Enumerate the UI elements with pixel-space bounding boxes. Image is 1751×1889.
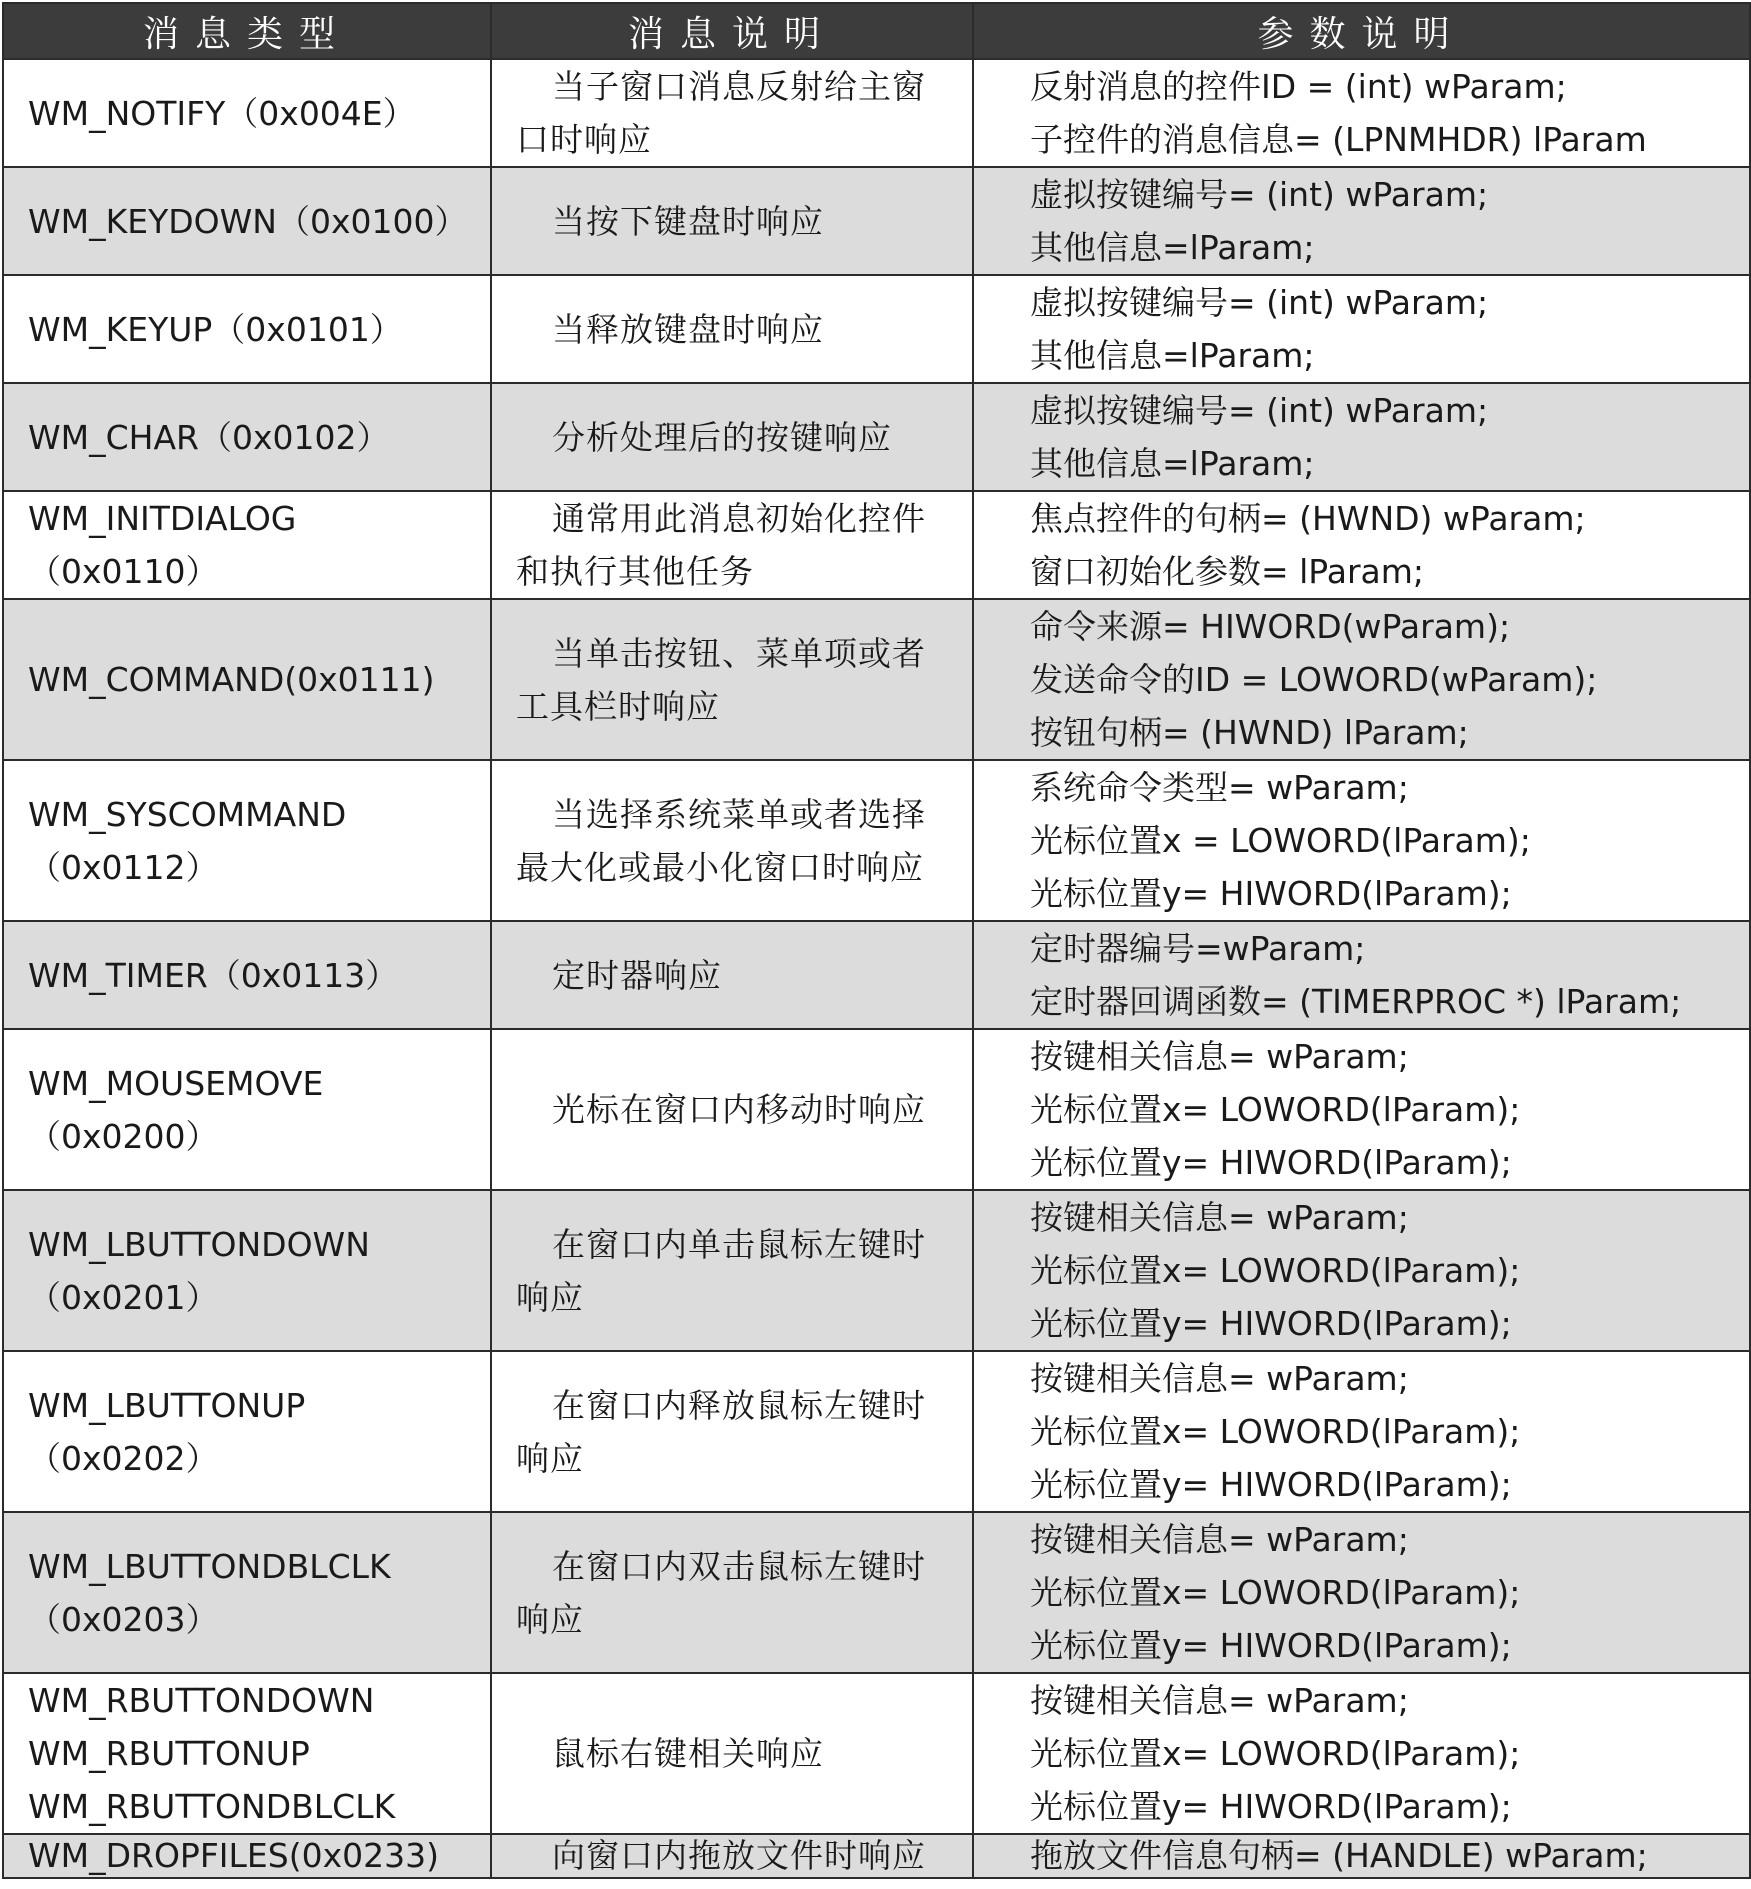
message-description-text: 在窗口内单击鼠标左键时响应 bbox=[516, 1224, 926, 1317]
parameter-description-cell bbox=[973, 275, 1750, 383]
message-type-text: WM_TIMER（0x0113） bbox=[28, 955, 399, 995]
table-body bbox=[3, 59, 1750, 1878]
parameter-line: 光标位置x= LOWORD(lParam); bbox=[1030, 1090, 1521, 1129]
message-type-cell bbox=[3, 1351, 491, 1512]
parameter-line: 拖放文件信息句柄= (HANDLE) wParam; bbox=[1030, 1836, 1648, 1875]
parameter-line: 按键相关信息= wParam; bbox=[1030, 1520, 1409, 1559]
message-type-text: WM_LBUTTONDBLCLK bbox=[28, 1546, 391, 1586]
message-type-cell bbox=[3, 921, 491, 1029]
parameter-description-cell bbox=[973, 167, 1750, 275]
message-description-cell bbox=[491, 1512, 973, 1673]
message-description-cell bbox=[491, 383, 973, 491]
parameter-description-cell bbox=[973, 1673, 1750, 1834]
message-description-cell bbox=[491, 1029, 973, 1190]
message-description-text: 当释放键盘时响应 bbox=[552, 309, 824, 349]
parameter-line: 命令来源= HIWORD(wParam); bbox=[1030, 607, 1511, 646]
parameter-line: 光标位置y= HIWORD(lParam); bbox=[1030, 1304, 1512, 1343]
parameter-line: 光标位置y= HIWORD(lParam); bbox=[1030, 1143, 1512, 1182]
parameter-line: 光标位置y= HIWORD(lParam); bbox=[1030, 1465, 1512, 1504]
message-description-text: 分析处理后的按键响应 bbox=[552, 417, 892, 457]
message-type-cell bbox=[3, 491, 491, 599]
message-description-cell bbox=[491, 167, 973, 275]
message-description-cell bbox=[491, 599, 973, 760]
parameter-line: 反射消息的控件ID = (int) wParam; bbox=[1030, 67, 1567, 106]
message-table bbox=[2, 2, 1751, 1879]
table-row bbox=[3, 275, 1750, 383]
message-description-cell bbox=[491, 1351, 973, 1512]
message-type-cell bbox=[3, 760, 491, 921]
parameter-line: 定时器编号=wParam; bbox=[1030, 929, 1366, 968]
message-description-text: 当按下键盘时响应 bbox=[552, 201, 824, 241]
parameter-line: 按钮句柄= (HWND) lParam; bbox=[1030, 713, 1469, 752]
message-type-text: WM_LBUTTONUP bbox=[28, 1385, 306, 1425]
parameter-line: 按键相关信息= wParam; bbox=[1030, 1359, 1409, 1398]
message-type-text: （0x0201） bbox=[28, 1277, 219, 1317]
parameter-line: 其他信息=lParam; bbox=[1030, 444, 1315, 483]
message-description-cell bbox=[491, 1190, 973, 1351]
parameter-line: 窗口初始化参数= lParam; bbox=[1030, 552, 1425, 591]
table-row bbox=[3, 1512, 1750, 1673]
message-description-text: 在窗口内释放鼠标左键时响应 bbox=[516, 1385, 926, 1478]
message-type-text: WM_MOUSEMOVE bbox=[28, 1063, 324, 1103]
parameter-description-cell bbox=[973, 599, 1750, 760]
parameter-line: 光标位置x = LOWORD(lParam); bbox=[1030, 821, 1531, 860]
table-row bbox=[3, 1029, 1750, 1190]
message-description-text: 光标在窗口内移动时响应 bbox=[552, 1090, 926, 1129]
message-type-text: WM_LBUTTONDOWN bbox=[28, 1224, 370, 1264]
message-type-text: WM_SYSCOMMAND bbox=[28, 794, 347, 834]
parameter-line: 焦点控件的句柄= (HWND) wParam; bbox=[1030, 499, 1586, 538]
message-description-cell bbox=[491, 1673, 973, 1834]
parameter-line: 光标位置y= HIWORD(lParam); bbox=[1030, 1626, 1512, 1665]
parameter-line: 子控件的消息信息= (LPNMHDR) lParam bbox=[1030, 120, 1647, 159]
message-description-cell bbox=[491, 760, 973, 921]
table-row bbox=[3, 491, 1750, 599]
message-type-cell bbox=[3, 1029, 491, 1190]
table-row bbox=[3, 1351, 1750, 1512]
message-type-text: WM_CHAR（0x0102） bbox=[28, 417, 390, 457]
table-header bbox=[3, 3, 1750, 59]
table-row bbox=[3, 1834, 1750, 1878]
message-description-cell bbox=[491, 275, 973, 383]
message-type-text: WM_NOTIFY（0x004E） bbox=[28, 93, 416, 133]
parameter-line: 发送命令的ID = LOWORD(wParam); bbox=[1030, 660, 1598, 699]
parameter-description-cell bbox=[973, 1351, 1750, 1512]
parameter-description-cell bbox=[973, 1834, 1750, 1878]
table-row bbox=[3, 1673, 1750, 1834]
message-description-cell bbox=[491, 1834, 973, 1878]
message-description-text: 鼠标右键相关响应 bbox=[552, 1734, 824, 1773]
parameter-line: 光标位置x= LOWORD(lParam); bbox=[1030, 1573, 1521, 1612]
table-row bbox=[3, 599, 1750, 760]
message-type-text: WM_KEYUP（0x0101） bbox=[28, 309, 403, 349]
message-description-text: 向窗口内拖放文件时响应 bbox=[552, 1836, 926, 1875]
message-type-cell bbox=[3, 1190, 491, 1351]
message-description-text: 在窗口内双击鼠标左键时响应 bbox=[516, 1546, 926, 1639]
message-description-text: 通常用此消息初始化控件和执行其他任务 bbox=[516, 499, 926, 591]
parameter-description-cell bbox=[973, 1029, 1750, 1190]
parameter-line: 按键相关信息= wParam; bbox=[1030, 1198, 1409, 1237]
message-type-text: （0x0110） bbox=[28, 552, 219, 591]
parameter-line: 虚拟按键编号= (int) wParam; bbox=[1030, 175, 1489, 214]
message-description-text: 当选择系统菜单或者选择最大化或最小化窗口时响应 bbox=[516, 794, 926, 887]
parameter-line: 光标位置x= LOWORD(lParam); bbox=[1030, 1412, 1521, 1451]
message-type-cell bbox=[3, 275, 491, 383]
parameter-description-cell bbox=[973, 1190, 1750, 1351]
parameter-line: 光标位置y= HIWORD(lParam); bbox=[1030, 1787, 1512, 1826]
parameter-description-cell bbox=[973, 383, 1750, 491]
parameter-description-cell bbox=[973, 491, 1750, 599]
parameter-description-cell bbox=[973, 1512, 1750, 1673]
parameter-description-cell bbox=[973, 59, 1750, 167]
message-type-text: （0x0203） bbox=[28, 1599, 219, 1639]
message-type-cell bbox=[3, 383, 491, 491]
table-row bbox=[3, 167, 1750, 275]
table-row bbox=[3, 1190, 1750, 1351]
message-type-text: WM_INITDIALOG bbox=[28, 499, 297, 538]
parameter-line: 按键相关信息= wParam; bbox=[1030, 1681, 1409, 1720]
message-type-text: WM_RBUTTONUP bbox=[28, 1734, 310, 1773]
message-type-text: WM_COMMAND(0x0111) bbox=[28, 660, 435, 699]
message-type-text: （0x0202） bbox=[28, 1438, 219, 1478]
parameter-line: 光标位置x= LOWORD(lParam); bbox=[1030, 1251, 1521, 1290]
message-type-text: （0x0112） bbox=[28, 847, 219, 887]
parameter-line: 光标位置y= HIWORD(lParam); bbox=[1030, 874, 1512, 913]
message-type-text: WM_RBUTTONDOWN bbox=[28, 1681, 375, 1720]
message-type-cell bbox=[3, 59, 491, 167]
message-type-text: WM_RBUTTONDBLCLK bbox=[28, 1787, 396, 1826]
message-type-text: （0x0200） bbox=[28, 1116, 219, 1156]
table-row bbox=[3, 383, 1750, 491]
parameter-description-cell bbox=[973, 921, 1750, 1029]
message-description-cell bbox=[491, 921, 973, 1029]
parameter-line: 其他信息=lParam; bbox=[1030, 336, 1315, 375]
parameter-line: 定时器回调函数= (TIMERPROC *) lParam; bbox=[1030, 982, 1682, 1021]
message-description-text: 当单击按钮、菜单项或者工具栏时响应 bbox=[516, 633, 926, 726]
message-type-cell bbox=[3, 1834, 491, 1878]
message-description-text: 当子窗口消息反射给主窗口时响应 bbox=[516, 67, 926, 159]
message-type-cell bbox=[3, 1512, 491, 1673]
message-type-cell bbox=[3, 1673, 491, 1834]
parameter-line: 其他信息=lParam; bbox=[1030, 228, 1315, 267]
table-row bbox=[3, 59, 1750, 167]
message-description-cell bbox=[491, 59, 973, 167]
header-row bbox=[3, 3, 1750, 59]
header-parameter-description: 参数说明 bbox=[973, 3, 1750, 59]
parameter-line: 光标位置x= LOWORD(lParam); bbox=[1030, 1734, 1521, 1773]
parameter-line: 虚拟按键编号= (int) wParam; bbox=[1030, 283, 1489, 322]
message-description-text: 定时器响应 bbox=[552, 955, 722, 995]
table-row bbox=[3, 760, 1750, 921]
parameter-description-cell bbox=[973, 760, 1750, 921]
message-type-text: WM_KEYDOWN（0x0100） bbox=[28, 201, 468, 241]
message-type-cell bbox=[3, 599, 491, 760]
parameter-line: 按键相关信息= wParam; bbox=[1030, 1037, 1409, 1076]
message-description-cell bbox=[491, 491, 973, 599]
parameter-line: 虚拟按键编号= (int) wParam; bbox=[1030, 391, 1489, 430]
parameter-line: 系统命令类型= wParam; bbox=[1030, 768, 1409, 807]
message-type-cell bbox=[3, 167, 491, 275]
message-type-text: WM_DROPFILES(0x0233) bbox=[28, 1836, 439, 1875]
table-row bbox=[3, 921, 1750, 1029]
header-message-description: 消息说明 bbox=[491, 3, 973, 59]
header-message-type: 消息类型 bbox=[3, 3, 491, 59]
